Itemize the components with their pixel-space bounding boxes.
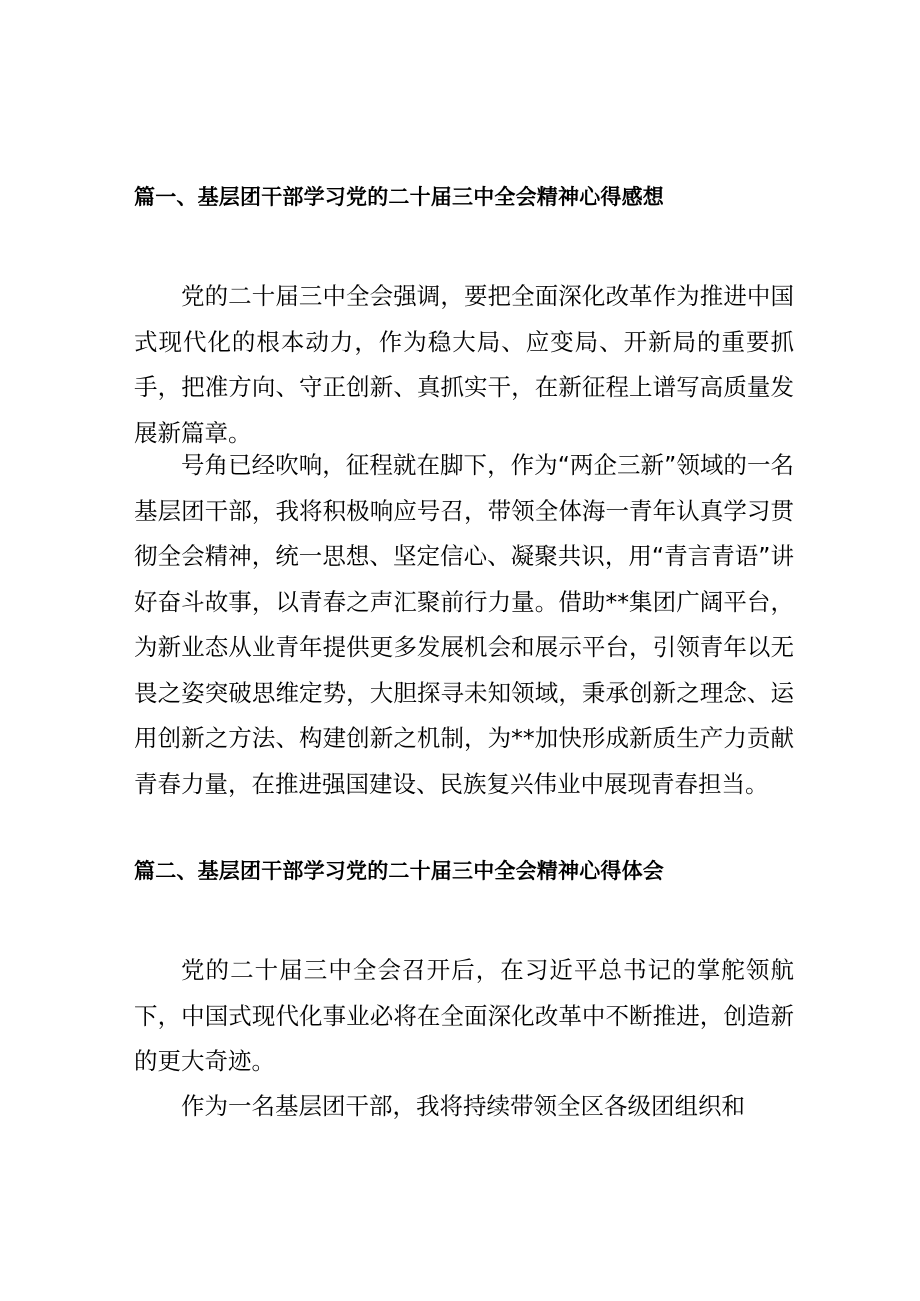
section-2-paragraph-1: 党的二十届三中全会召开后，在习近平总书记的掌舵领航下，中国式现代化事业必将在全面深化改革中不断推进，创造新的更大奇迹。 [134, 956, 794, 1075]
section-1-heading: 篇一、基层团干部学习党的二十届三中全会精神心得感想 [134, 185, 664, 209]
section-2-heading: 篇二、基层团干部学习党的二十届三中全会精神心得体会 [134, 859, 664, 883]
section-1-paragraph-2: 号角已经吹响，征程就在脚下，作为“两企三新”领域的一名基层团干部，我将积极响应号召，带领全体海一青年认真学习贯彻全会精神，统一思想、坚定信心、凝聚共识，用“青言青语”讲好奋斗故事，以青春之声汇聚前行力量。借助**集团广阔平台，为新业态从业青年提供更多发展机会和展示平台，引领青年以无畏之姿突破思维定势，大胆探寻未知领域，秉承创新之理念、运用创新之方法、构建创新之机制，为**加快形成新质生产力贡献青春力量，在推进强国建设、民族复兴伟业中展现青春担当。 [134, 451, 794, 798]
section-1-paragraph-1: 党的二十届三中全会强调，要把全面深化改革作为推进中国式现代化的根本动力，作为稳大局、应变局、开新局的重要抓手，把准方向、守正创新、真抓实干，在新征程上谱写高质量发展新篇章。 [134, 282, 794, 447]
section-2-paragraph-2: 作为一名基层团干部，我将持续带领全区各级团组织和 [181, 1092, 745, 1120]
